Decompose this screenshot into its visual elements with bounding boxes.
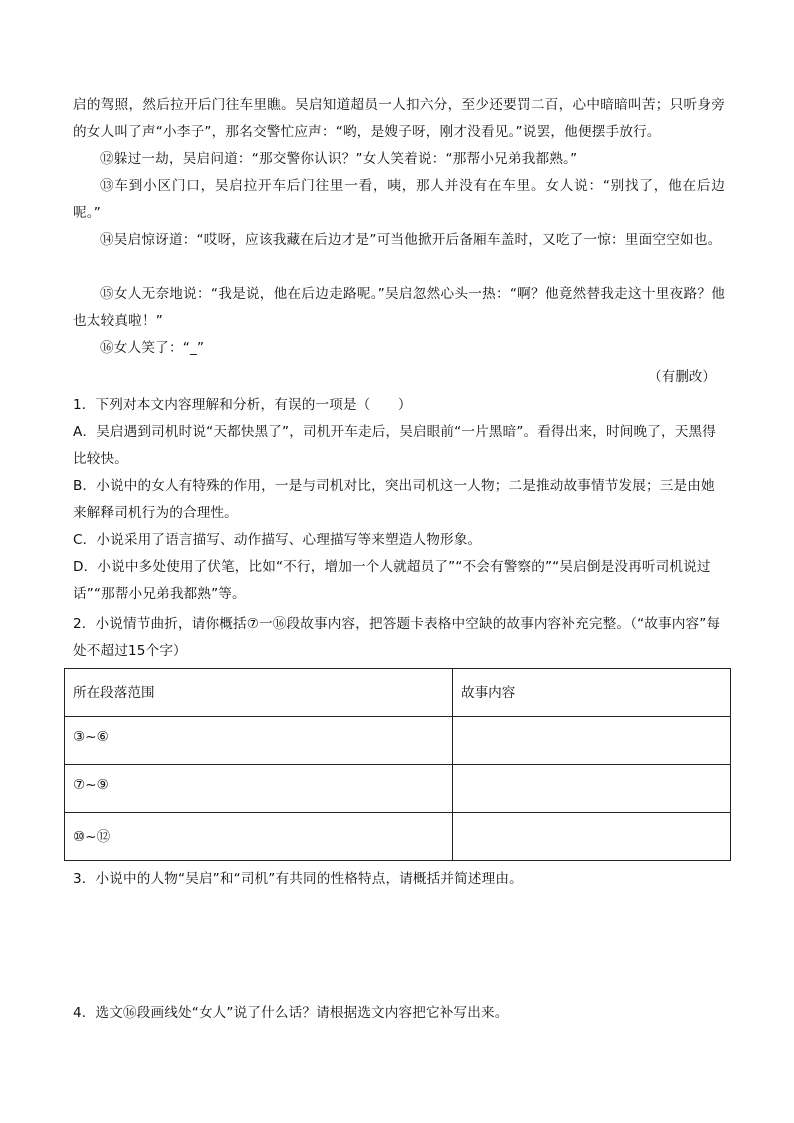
- story-summary-table: [64, 668, 731, 861]
- table-header-paragraph-range: 所在段落范围: [65, 669, 453, 717]
- table-cell-answer[interactable]: [453, 765, 731, 813]
- passage-paragraph-12: ⑫躲过一劫，吴启问道：“那交警你认识？”女人笑着说：“那帮小兄弟我都熟。”: [100, 151, 578, 167]
- question-4-stem: 4．选文⑯段画线处“女人”说了什么话？请根据选文内容把它补写出来。: [73, 1005, 509, 1021]
- passage-paragraph-11-continued: 启的驾照，然后拉开后门往车里瞧。吴启知道超员一人扣六分，至少还要罚二百，心中暗暗叫苦；只听身旁的女人叫了声“小李子”，那名交警忙应声：“哟，是嫂子呀，刚才没看见。”说罢，他便摆手放行。: [73, 97, 725, 140]
- source-note: （有删改）: [648, 369, 716, 385]
- table-cell-answer[interactable]: [453, 717, 731, 765]
- passage-paragraph-14: ⑭吴启惊讶道：“哎呀，应该我藏在后边才是”可当他掀开后备厢车盖时，又吃了一惊：里面空空如也。: [100, 232, 722, 248]
- table-row: [65, 765, 731, 813]
- question-1-stem: 1．下列对本文内容理解和分析，有误的一项是（ ）: [73, 397, 412, 413]
- passage-paragraph-16: ⑯女人笑了：“_”: [100, 340, 205, 356]
- question-3-stem: 3．小说中的人物“吴启”和“司机”有共同的性格特点，请概括并简述理由。: [73, 871, 523, 887]
- passage-paragraph-15: ⑮女人无奈地说：“我是说，他在后边走路呢。”吴启忽然心头一热：“啊？他竟然替我走这十里夜路？他也太较真啦！”: [73, 286, 725, 329]
- question-2-stem: 2．小说情节曲折，请你概括⑦一⑯段故事内容，把答题卡表格中空缺的故事内容补充完整。（“故事内容”每处不超过15个字）: [73, 616, 721, 659]
- question-1-option-b: B．小说中的女人有特殊的作用，一是与司机对比，突出司机这一人物；二是推动故事情节发展；三是由她来解释司机行为的合理性。: [73, 478, 715, 521]
- table-cell-range: ⑦~⑨: [65, 765, 453, 813]
- table-header-row: [65, 669, 731, 717]
- table-header-story-content: 故事内容: [453, 669, 731, 717]
- question-1-option-c: C．小说采用了语言描写、动作描写、心理描写等来塑造人物形象。: [73, 532, 482, 548]
- table-cell-answer[interactable]: [453, 813, 731, 861]
- question-1-option-d: D．小说中多处使用了伏笔，比如“不行，增加一个人就超员了”“不会有警察的”“吴启倒是没再听司机说过话”“那帮小兄弟我都熟”等。: [73, 559, 711, 602]
- question-1-option-a: A．吴启遇到司机时说“天都快黑了”，司机开车走后，吴启眼前“一片黑暗”。看得出来，时间晚了，天黑得比较快。: [73, 424, 716, 467]
- table-row: [65, 813, 731, 861]
- table-row: [65, 717, 731, 765]
- table-cell-range: ③~⑥: [65, 717, 453, 765]
- table-cell-range: ⑩~⑫: [65, 813, 453, 861]
- passage-paragraph-13: ⑬车到小区门口，吴启拉开车后门往里一看，咦，那人并没有在车里。女人说：“别找了，他在后边呢。”: [73, 178, 725, 221]
